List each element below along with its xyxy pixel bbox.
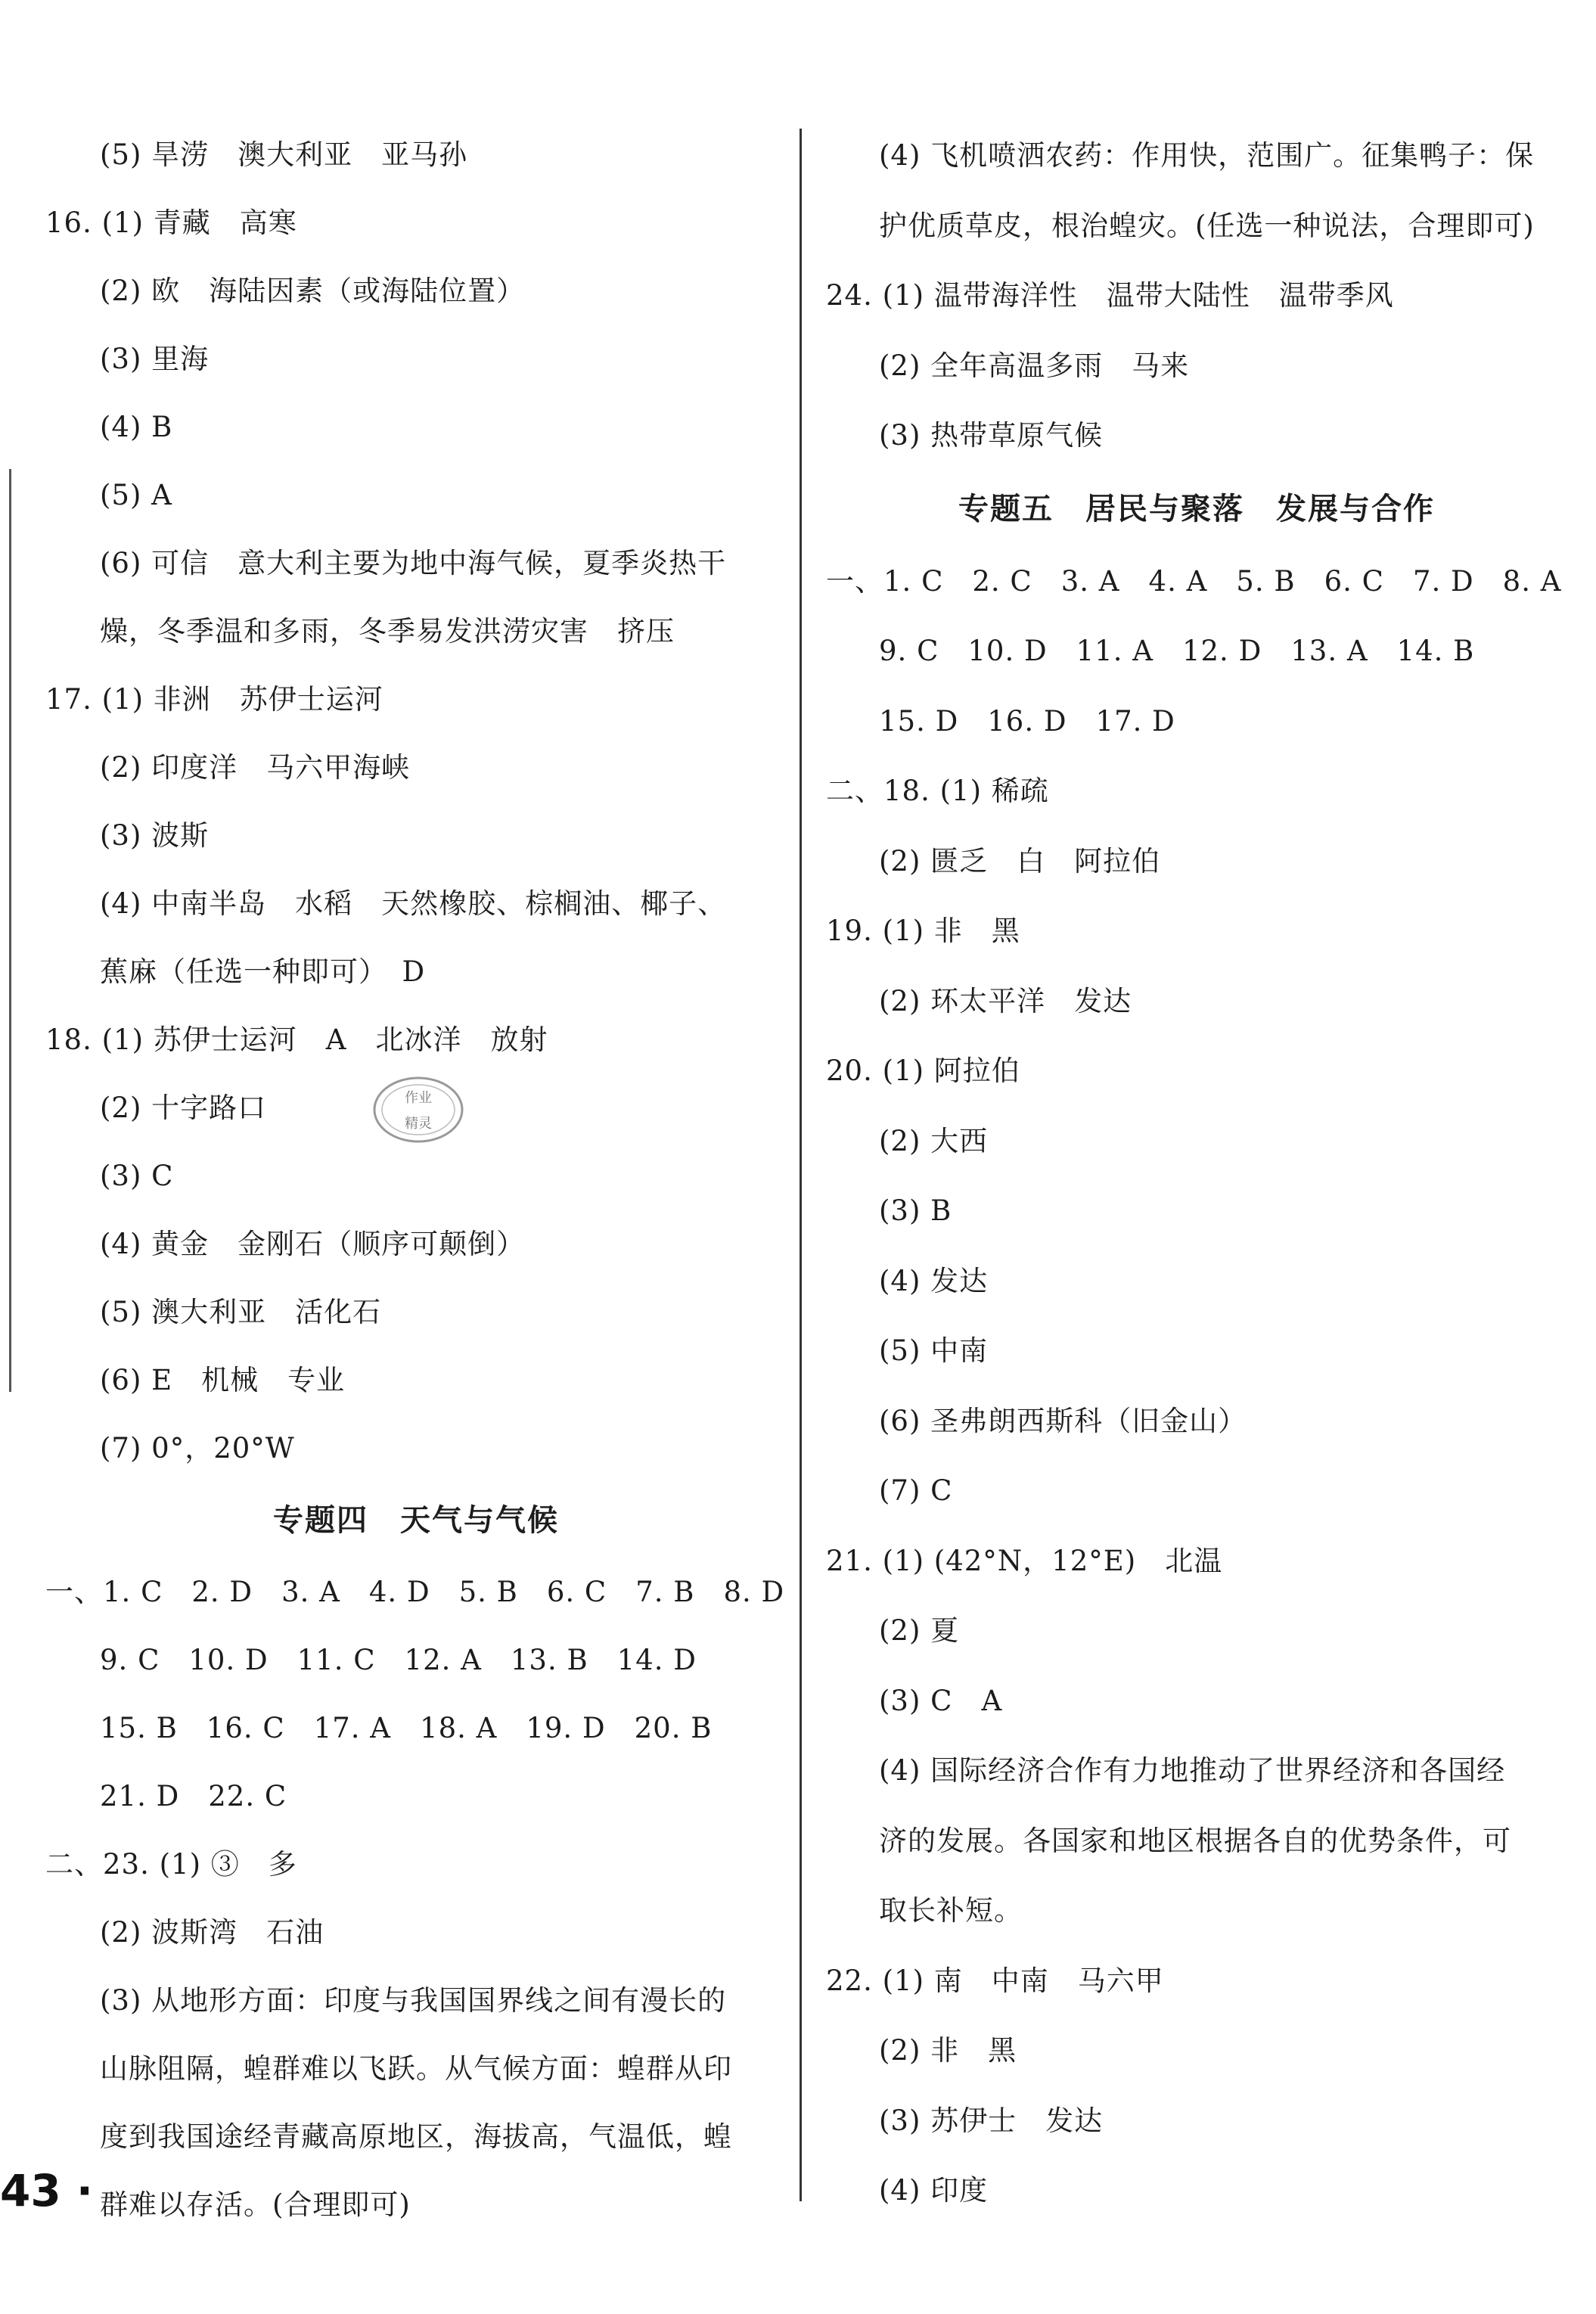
right-column (826, 121, 1567, 2226)
answer-line: (6) 圣弗朗西斯科（旧金山） (879, 1404, 1247, 1437)
answer-line: (5) A (100, 479, 172, 511)
answer-line: (2) 十字路口 (100, 1092, 267, 1124)
answer-line: (2) 非 黑 (879, 2034, 1017, 2067)
answer-line: 9. C 10. D 11. C 12. A 13. B 14. D (100, 1644, 697, 1676)
page-number: 43 · (0, 2165, 93, 2216)
answer-line: 蕉麻（任选一种即可） D (100, 955, 426, 988)
answer-line: (4) 国际经济合作有力地推动了世界经济和各国经 (879, 1754, 1506, 1787)
answer-line: (3) 波斯 (100, 819, 210, 852)
answer-line: (2) 匮乏 白 阿拉伯 (879, 844, 1161, 877)
answer-line: 济的发展。各国家和地区根据各自的优势条件，可 (879, 1824, 1511, 1857)
answer-line: (4) B (100, 411, 173, 443)
section-heading: 专题五 居民与聚落 发展与合作 (958, 491, 1435, 526)
answer-line: 19. (1) 非 黑 (826, 915, 1020, 947)
section4-answers (45, 1558, 787, 2239)
answer-line: 15. D 16. D 17. D (879, 704, 1175, 738)
answer-line: (3) C A (879, 1684, 1003, 1717)
watermark-stamp (369, 1070, 467, 1150)
answer-line: (3) C (100, 1160, 174, 1192)
answer-line: 20. (1) 阿拉伯 (826, 1055, 1020, 1087)
answer-line: (5) 中南 (879, 1334, 989, 1367)
right-answers-top (826, 121, 1567, 471)
section5-answers (826, 547, 1567, 2226)
answer-line: 一、1. C 2. D 3. A 4. D 5. B 6. C 7. B 8. D (45, 1576, 785, 1608)
answer-line: (2) 夏 (879, 1614, 960, 1647)
answer-line: (2) 大西 (879, 1124, 989, 1157)
answer-line: 群难以存活。(合理即可) (100, 2188, 411, 2221)
answer-line: (3) 从地形方面：印度与我国国界线之间有漫长的 (100, 1984, 727, 2017)
answer-line: 24. (1) 温带海洋性 温带大陆性 温带季风 (826, 279, 1394, 312)
answer-line: (4) 中南半岛 水稻 天然橡胶、棕榈油、椰子、 (100, 887, 727, 920)
section-heading: 专题四 天气与气候 (273, 1503, 559, 1538)
answer-line: 15. B 16. C 17. A 18. A 19. D 20. B (100, 1712, 713, 1744)
answer-line: 16. (1) 青藏 高寒 (45, 207, 297, 239)
stamp-text-bottom: 精灵 (405, 1116, 432, 1132)
answer-line: 18. (1) 苏伊士运河 A 北冰洋 放射 (45, 1023, 548, 1056)
answer-line: 17. (1) 非洲 苏伊士运河 (45, 683, 383, 716)
answer-line: (2) 全年高温多雨 马来 (879, 349, 1190, 382)
answer-line: (3) B (879, 1194, 952, 1227)
answer-line: (4) 发达 (879, 1264, 989, 1297)
answer-line: (2) 波斯湾 石油 (100, 1916, 324, 1949)
left-column (45, 121, 787, 2239)
answer-line: 22. (1) 南 中南 马六甲 (826, 1964, 1164, 1997)
answer-line: 二、18. (1) 稀疏 (826, 775, 1049, 807)
answer-line: (5) 旱涝 澳大利亚 亚马孙 (100, 138, 468, 171)
answer-line: 山脉阻隔，蝗群难以飞跃。从气候方面：蝗群从印 (100, 2052, 732, 2085)
answer-line: 21. (1) (42°N，12°E) 北温 (826, 1544, 1223, 1577)
answer-line: 护优质草皮，根治蝗灾。(任选一种说法，合理即可) (879, 209, 1535, 242)
binding-edge-line (9, 469, 11, 1392)
stamp-text-top: 作业 (405, 1090, 432, 1106)
answer-line: 二、23. (1) ③ 多 (45, 1848, 297, 1881)
answer-line: (3) 热带草原气候 (879, 419, 1104, 452)
answer-line: (6) 可信 意大利主要为地中海气候，夏季炎热干 (100, 547, 727, 579)
answer-line: 9. C 10. D 11. A 12. D 13. A 14. B (879, 635, 1475, 667)
column-divider (800, 129, 802, 2201)
answer-line: (4) 飞机喷洒农药：作用快，范围广。征集鸭子：保 (879, 139, 1535, 172)
answer-line: (2) 欧 海陆因素（或海陆位置） (100, 275, 526, 307)
answer-line: (5) 澳大利亚 活化石 (100, 1296, 382, 1328)
answer-line: 燥，冬季温和多雨，冬季易发洪涝灾害 挤压 (100, 615, 675, 648)
answer-line: 度到我国途经青藏高原地区，海拔高，气温低，蝗 (100, 2120, 732, 2153)
answer-line: (4) 黄金 金刚石（顺序可颠倒） (100, 1228, 526, 1260)
answer-line: (3) 苏伊士 发达 (879, 2104, 1104, 2137)
answer-line: (2) 印度洋 马六甲海峡 (100, 751, 411, 784)
answer-line: (2) 环太平洋 发达 (879, 984, 1132, 1017)
left-answers (45, 121, 787, 1483)
answer-line: (7) C (879, 1474, 953, 1507)
answer-line: 取长补短。 (879, 1894, 1023, 1927)
answer-line: (4) 印度 (879, 2174, 989, 2207)
answer-line: (7) 0°，20°W (100, 1432, 295, 1464)
answer-line: (3) 里海 (100, 343, 210, 375)
answer-line: (6) E 机械 专业 (100, 1364, 346, 1396)
answer-line: 21. D 22. C (100, 1780, 287, 1812)
answer-line: 一、1. C 2. C 3. A 4. A 5. B 6. C 7. D 8. A (826, 564, 1562, 598)
